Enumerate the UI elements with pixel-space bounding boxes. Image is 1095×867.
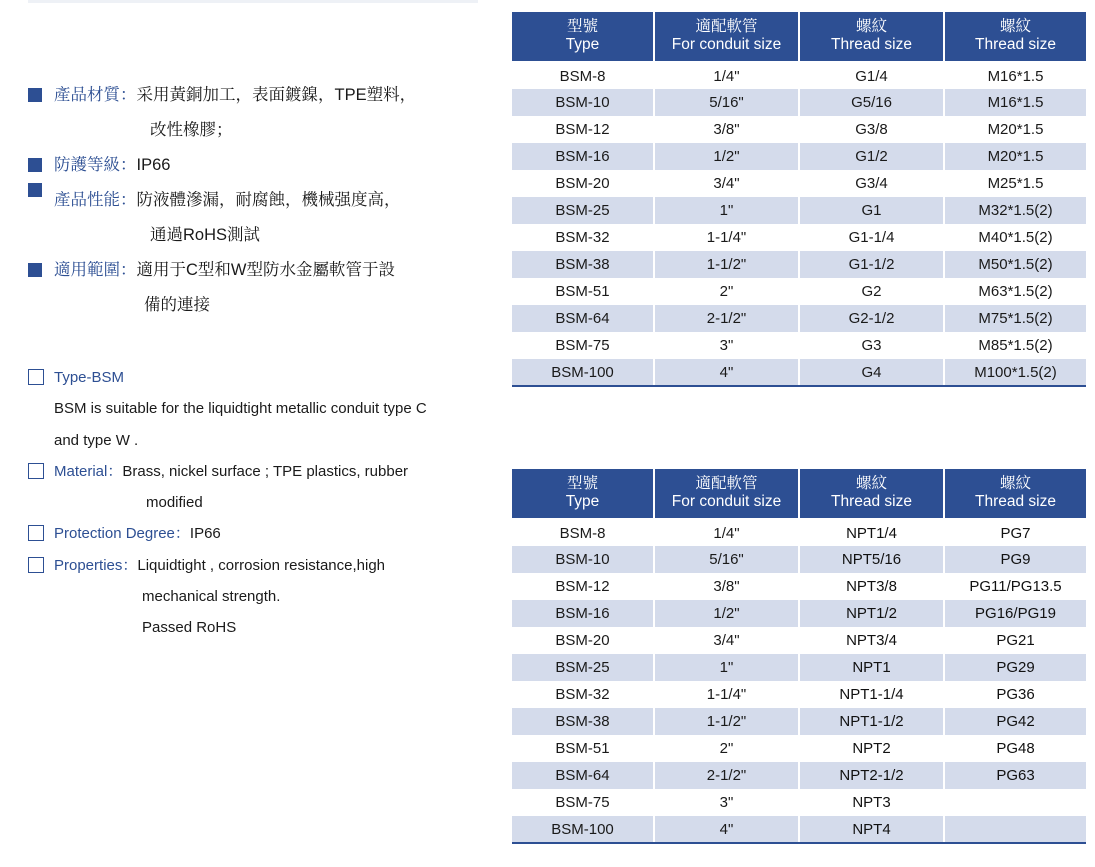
cell-conduit-size: 2-1/2": [654, 762, 799, 789]
cell-thread-size-2: M25*1.5: [944, 170, 1086, 197]
table-row: [512, 251, 1086, 278]
cell-conduit-size: 1/2": [654, 143, 799, 170]
top-divider: [28, 0, 478, 3]
table-row: [512, 278, 1086, 305]
cell-conduit-size: 3/8": [654, 573, 799, 600]
cell-conduit-size: 5/16": [654, 546, 799, 573]
table-row: [512, 600, 1086, 627]
checkbox-square-icon: [28, 557, 44, 573]
header-thread-size: 螺紋 Thread size: [799, 12, 944, 62]
cell-thread-size: NPT2-1/2: [799, 762, 944, 789]
cell-type: BSM-16: [512, 600, 654, 627]
cell-thread-size-2: PG63: [944, 762, 1086, 789]
en-type-desc-line2: and type W .: [54, 431, 139, 449]
cell-thread-size-2: PG21: [944, 627, 1086, 654]
table-row: [512, 735, 1086, 762]
table-row: [512, 519, 1086, 546]
zh-spec-list: [28, 78, 498, 323]
cell-conduit-size: 3/4": [654, 170, 799, 197]
cell-thread-size-2: [944, 816, 1086, 843]
table-row: [512, 89, 1086, 116]
header-thread-size-2: 螺紋 Thread size: [944, 469, 1086, 519]
cell-thread-size: G3/8: [799, 116, 944, 143]
checkbox-square-icon: [28, 463, 44, 479]
en-properties-value: Liquidtight , corrosion resistance,high: [137, 556, 386, 574]
table-row: [512, 116, 1086, 143]
cell-thread-size-2: PG36: [944, 681, 1086, 708]
cell-thread-size: NPT1/2: [799, 600, 944, 627]
cell-type: BSM-64: [512, 305, 654, 332]
zh-spec-label: 產品材質：: [54, 86, 137, 104]
header-type: 型號 Type: [512, 469, 654, 519]
cell-thread-size-2: [944, 789, 1086, 816]
table-row: [512, 332, 1086, 359]
cell-conduit-size: 1": [654, 197, 799, 224]
en-material-label: Material：: [54, 462, 123, 480]
table-row: [512, 654, 1086, 681]
cell-conduit-size: 1-1/2": [654, 251, 799, 278]
table-row: [512, 546, 1086, 573]
zh-spec-continuation: 改性橡膠；: [150, 121, 233, 139]
cell-type: BSM-20: [555, 632, 610, 649]
cell-type: BSM-20: [555, 175, 610, 192]
header-conduit-size: 適配軟管 For conduit size: [654, 12, 799, 62]
cell-thread-size: NPT1: [799, 654, 944, 681]
cell-conduit-size: 1-1/4": [654, 681, 799, 708]
table-row: [512, 224, 1086, 251]
cell-thread-size-2: M16*1.5: [944, 62, 1086, 89]
cell-thread-size: G1-1/2: [799, 251, 944, 278]
zh-spec-value: 防液體滲漏，耐腐蝕，機械强度高，: [136, 191, 401, 209]
cell-thread-size: NPT2: [799, 735, 944, 762]
cell-thread-size-2: M75*1.5(2): [944, 305, 1086, 332]
table-row: [512, 359, 1086, 386]
cell-thread-size-2: PG48: [944, 735, 1086, 762]
cell-thread-size-2: M32*1.5(2): [944, 197, 1086, 224]
cell-thread-size-2: PG42: [944, 708, 1086, 735]
cell-thread-size: G3/4: [799, 170, 944, 197]
spec-table-npt-pg: [512, 469, 1086, 844]
cell-thread-size-2: M16*1.5: [944, 89, 1086, 116]
cell-thread-size: G1/4: [799, 62, 944, 89]
table-row: [512, 305, 1086, 332]
cell-type: BSM-38: [512, 708, 654, 735]
zh-spec-value: IP66: [136, 156, 171, 174]
en-spec-list: [28, 362, 498, 644]
zh-spec-value: 采用黃銅加工，表面鍍鎳，TPE塑料，: [136, 86, 417, 104]
table-row: [512, 762, 1086, 789]
cell-conduit-size: 2": [654, 735, 799, 762]
cell-type: BSM-25: [512, 654, 654, 681]
en-spec-material: [28, 456, 498, 519]
cell-type: BSM-38: [512, 251, 654, 278]
en-spec-type: [28, 362, 498, 456]
cell-type: BSM-25: [512, 197, 654, 224]
zh-spec-protection: [28, 148, 498, 183]
table-row: [512, 143, 1086, 170]
cell-type: BSM-75: [555, 337, 610, 354]
cell-thread-size-2: PG7: [944, 519, 1086, 546]
cell-type: BSM-16: [512, 143, 654, 170]
checkbox-square-icon: [28, 369, 44, 385]
header-thread-size-2: 螺紋 Thread size: [944, 12, 1086, 62]
cell-conduit-size: 1-1/2": [654, 708, 799, 735]
table-row: [512, 627, 1086, 654]
zh-spec-scope: [28, 253, 498, 323]
cell-thread-size-2: PG9: [944, 546, 1086, 573]
cell-thread-size: G4: [799, 359, 944, 386]
cell-thread-size-2: M40*1.5(2): [944, 224, 1086, 251]
zh-spec-continuation: 通過RoHS測試: [150, 226, 261, 244]
zh-spec-performance: [28, 183, 498, 253]
en-spec-protection: [28, 518, 498, 549]
zh-spec-material: [28, 78, 498, 148]
zh-spec-label: 防護等級：: [54, 156, 137, 174]
header-conduit-size: 適配軟管 For conduit size: [654, 469, 799, 519]
cell-conduit-size: 3": [654, 332, 799, 359]
cell-thread-size: NPT3: [799, 789, 944, 816]
zh-spec-label: 產品性能：: [54, 191, 137, 209]
cell-type: BSM-10: [512, 546, 654, 573]
table-header-row: [512, 12, 1086, 62]
cell-type: BSM-12: [555, 578, 610, 595]
table-header-row: [512, 469, 1086, 519]
cell-thread-size-2: M20*1.5: [944, 143, 1086, 170]
en-properties-continuation-2: Passed RoHS: [142, 619, 237, 637]
en-material-value: Brass, nickel surface ; TPE plastics, rubber: [122, 462, 409, 480]
cell-type: BSM-32: [555, 229, 610, 246]
cell-conduit-size: 1/2": [654, 600, 799, 627]
table-row: [512, 681, 1086, 708]
cell-type: BSM-51: [555, 283, 610, 300]
zh-spec-label: 適用範圍：: [54, 261, 137, 279]
cell-thread-size: G5/16: [799, 89, 944, 116]
cell-conduit-size: 1": [654, 654, 799, 681]
cell-type: BSM-8: [512, 519, 654, 546]
cell-thread-size-2: M85*1.5(2): [944, 332, 1086, 359]
cell-conduit-size: 3/4": [654, 627, 799, 654]
cell-type: BSM-8: [512, 62, 654, 89]
header-type: 型號 Type: [512, 12, 654, 62]
en-spec-properties: [28, 550, 498, 644]
zh-spec-continuation: 備的連接: [144, 296, 210, 314]
spec-table-metric: [512, 12, 1086, 387]
checkbox-square-icon: [28, 525, 44, 541]
cell-type: BSM-32: [555, 686, 610, 703]
cell-conduit-size: 5/16": [654, 89, 799, 116]
en-protection-value: IP66: [189, 525, 221, 543]
cell-thread-size: NPT3/4: [799, 627, 944, 654]
cell-thread-size-2: M63*1.5(2): [944, 278, 1086, 305]
cell-thread-size: G1/2: [799, 143, 944, 170]
zh-spec-value: 適用于C型和W型防水金屬軟管于設: [136, 261, 395, 279]
cell-thread-size-2: PG11/PG13.5: [944, 573, 1086, 600]
cell-thread-size: NPT1/4: [799, 519, 944, 546]
cell-thread-size: NPT4: [799, 816, 944, 843]
cell-thread-size: NPT1-1/2: [799, 708, 944, 735]
table-row: [512, 62, 1086, 89]
cell-type: BSM-100: [512, 359, 654, 386]
table-row: [512, 789, 1086, 816]
cell-thread-size: G2: [799, 278, 944, 305]
cell-thread-size: NPT1-1/4: [799, 681, 944, 708]
cell-conduit-size: 2": [654, 278, 799, 305]
en-properties-continuation-1: mechanical strength.: [142, 588, 281, 606]
cell-type: BSM-12: [555, 121, 610, 138]
en-protection-label: Protection Degree：: [54, 525, 190, 543]
cell-thread-size: G1-1/4: [799, 224, 944, 251]
table-row: [512, 708, 1086, 735]
cell-thread-size-2: M50*1.5(2): [944, 251, 1086, 278]
cell-conduit-size: 3/8": [654, 116, 799, 143]
table-row: [512, 170, 1086, 197]
en-type-label: Type-BSM: [54, 369, 125, 386]
table-row: [512, 816, 1086, 843]
header-thread-size: 螺紋 Thread size: [799, 469, 944, 519]
square-bullet-icon: [28, 158, 42, 172]
cell-type: BSM-51: [555, 740, 610, 757]
cell-conduit-size: 3": [654, 789, 799, 816]
cell-thread-size-2: PG16/PG19: [944, 600, 1086, 627]
cell-thread-size: G2-1/2: [799, 305, 944, 332]
cell-conduit-size: 1-1/4": [654, 224, 799, 251]
cell-thread-size: NPT3/8: [799, 573, 944, 600]
cell-conduit-size: 2-1/2": [654, 305, 799, 332]
cell-thread-size-2: M20*1.5: [944, 116, 1086, 143]
cell-conduit-size: 4": [654, 816, 799, 843]
square-bullet-icon: [28, 183, 42, 197]
cell-type: BSM-75: [555, 794, 610, 811]
cell-conduit-size: 1/4": [654, 62, 799, 89]
cell-thread-size-2: PG29: [944, 654, 1086, 681]
square-bullet-icon: [28, 88, 42, 102]
cell-type: BSM-10: [512, 89, 654, 116]
cell-type: BSM-64: [512, 762, 654, 789]
en-material-continuation: modified: [146, 494, 203, 512]
cell-thread-size: G1: [799, 197, 944, 224]
cell-thread-size: NPT5/16: [799, 546, 944, 573]
en-properties-label: Properties：: [54, 556, 138, 574]
square-bullet-icon: [28, 263, 42, 277]
table-row: [512, 573, 1086, 600]
cell-conduit-size: 4": [654, 359, 799, 386]
cell-thread-size-2: M100*1.5(2): [944, 359, 1086, 386]
cell-type: BSM-100: [512, 816, 654, 843]
en-type-desc-line1: BSM is suitable for the liquidtight metallic conduit type C: [54, 400, 427, 418]
cell-conduit-size: 1/4": [654, 519, 799, 546]
cell-thread-size: G3: [799, 332, 944, 359]
table-row: [512, 197, 1086, 224]
